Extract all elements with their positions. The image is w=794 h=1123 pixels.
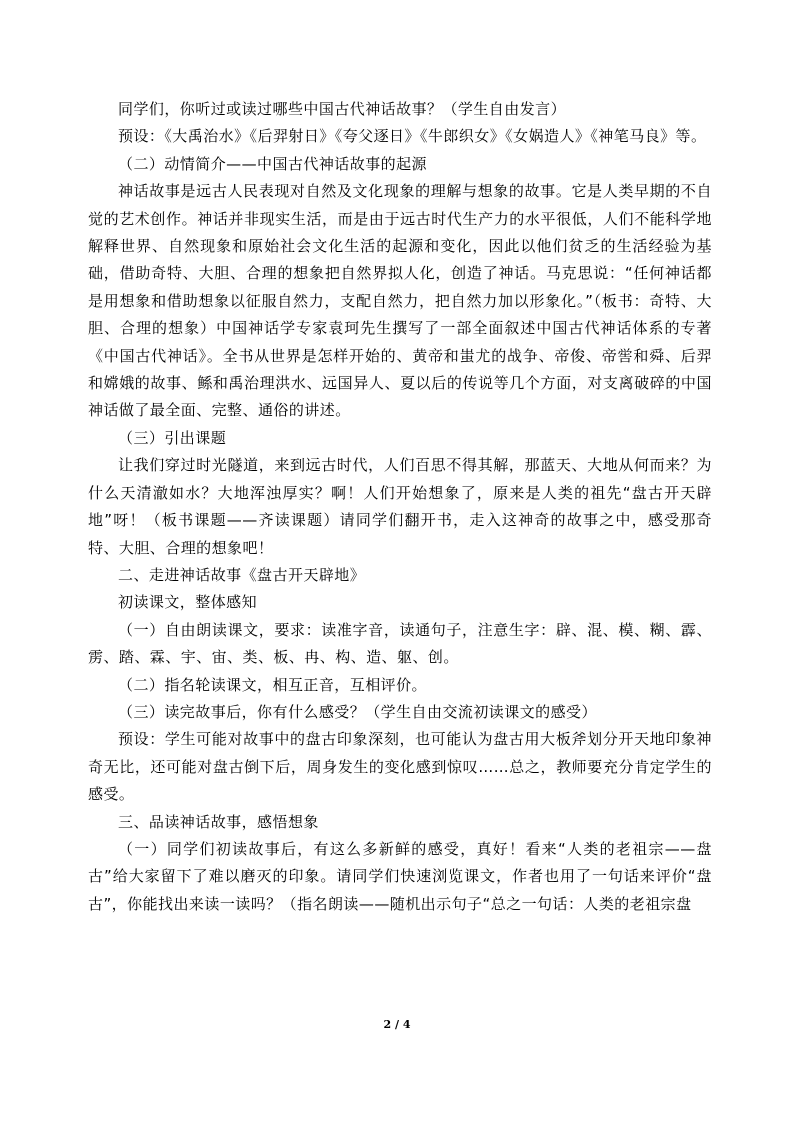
section-heading-appreciate: 三、品读神话故事，感悟想象 [118, 812, 319, 831]
paragraph-time-tunnel: 让我们穿过时光隧道，来到远古时代，人们百思不得其解，那蓝天、大地从何而来？为什么天清澈如水？大地浑浊厚实？啊！人们开始想象了，原来是人类的祖先“盘古开天辟地”呀！（板书课题——齐读课题）请同学们翻开书，走入这神奇的故事之中，感受那奇特、大胆、合理的想象吧！ [88, 456, 712, 557]
paragraph-free-reading: （一）自由朗读课文，要求：读准字音，读通句子，注意生字：辟、混、模、糊、霹、雳、踏、霖、宇、宙、类、板、冉、构、造、躯、创。 [88, 620, 712, 667]
document-body [88, 96, 712, 918]
paragraph-preset-stories: 预设：《大禹治水》《后羿射日》《夸父逐日》《牛郎织女》《女娲造人》《神笔马良》等。 [118, 127, 707, 146]
page-number: 2 / 4 [383, 1018, 411, 1031]
section-heading-origin: （二）动情简介——中国古代神话故事的起源 [118, 154, 428, 173]
paragraph-pangu-evaluation: （一）同学们初读故事后，有这么多新鲜的感受，真好！看来“人类的老祖宗——盘古”给大家留下了难以磨灭的印象。请同学们快速浏览课文，作者也用了一句话来评价“盘古”，你能找出来读一读吗？（指名朗读——随机出示句子“总之一句话：人类的老祖宗盘 [88, 839, 712, 913]
section-heading-introduce-topic: （三）引出课题 [118, 428, 227, 447]
paragraph-preset-feelings: 预设：学生可能对故事中的盘古印象深刻，也可能认为盘古用大板斧划分开天地印象神奇无比，还可能对盘古倒下后，周身发生的变化感到惊叹……总之，教师要充分肯定学生的感受。 [88, 730, 712, 804]
subheading-first-reading: 初读课文，整体感知 [118, 593, 258, 612]
paragraph-rotating-reading: （二）指名轮读课文，相互正音，互相评价。 [118, 675, 428, 694]
paragraph-myth-origin: 神话故事是远古人民表现对自然及文化现象的理解与想象的故事。它是人类早期的不自觉的艺术创作。神话并非现实生活，而是由于远古时代生产力的水平很低，人们不能科学地解释世界、自然现象和原始社会文化生活的起源和变化，因此以他们贫乏的生活经验为基础，借助奇特、大胆、合理的想象把自然界拟人化，创造了神话。马克思说：“任何神话都是用想象和借助想象以征服自然力，支配自然力，把自然力加以形象化。”（板书：奇特、大胆、合理的想象）中国神话学专家袁珂先生撰写了一部全面叙述中国古代神话体系的专著《中国古代神话》。全书从世界是怎样开始的、黄帝和蚩尤的战争、帝俊、帝喾和舜、后羿和嫦娥的故事、鲧和禹治理洪水、远国异人、夏以后的传说等几个方面，对支离破碎的中国神话做了最全面、完整、通俗的讲述。 [88, 182, 712, 420]
section-heading-enter-story: 二、走进神话故事《盘古开天辟地》 [118, 565, 366, 584]
paragraph-question: 同学们，你听过或读过哪些中国古代神话故事？（学生自由发言） [118, 100, 567, 118]
paragraph-feelings-question: （三）读完故事后，你有什么感受？（学生自由交流初读课文的感受） [118, 702, 597, 721]
